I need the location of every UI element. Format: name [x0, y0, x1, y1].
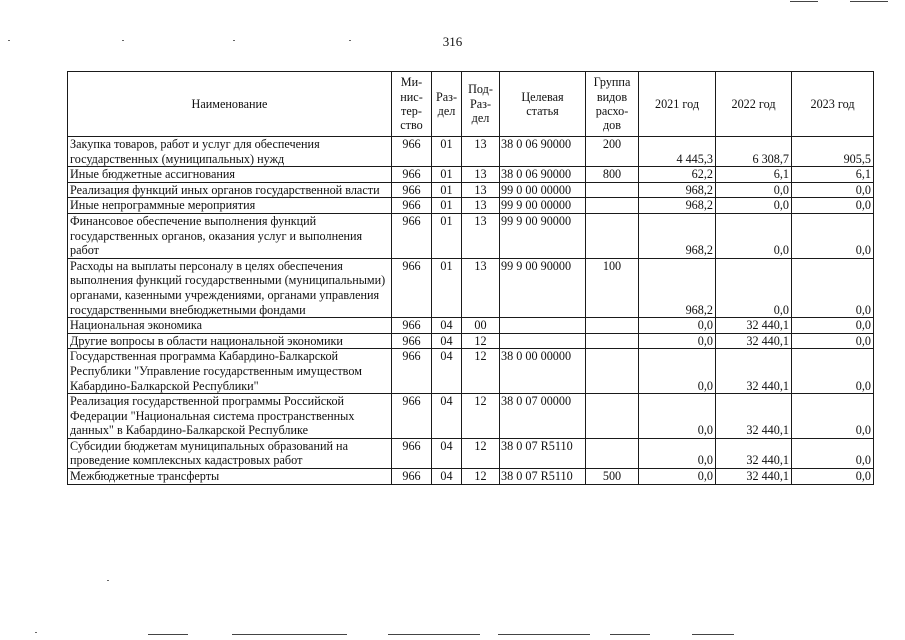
cell-2023: 0,0: [792, 438, 874, 468]
table-row: [68, 258, 874, 317]
cell-name: Финансовое обеспечение выполнения функций государственных органов, оказания услуг и выполнения работ: [68, 213, 392, 258]
cell-2021: 0,0: [639, 469, 716, 485]
cell-group: [586, 198, 639, 214]
cell-group: [586, 349, 639, 394]
cell-name: Межбюджетные трансферты: [68, 469, 392, 485]
cell-ministry: 966: [392, 198, 432, 214]
cell-subsection: 12: [462, 394, 500, 439]
table-body: [68, 137, 874, 485]
header-2022: 2022 год: [716, 72, 792, 137]
cell-subsection: 13: [462, 213, 500, 258]
cell-article: 38 0 06 90000: [500, 167, 586, 183]
cell-article: 38 0 07 R5110: [500, 469, 586, 485]
bottom-mark: [498, 634, 590, 635]
table-row: [68, 318, 874, 334]
cell-group: [586, 213, 639, 258]
cell-subsection: 13: [462, 258, 500, 317]
cell-group: 100: [586, 258, 639, 317]
cell-name: Другие вопросы в области национальной экономики: [68, 333, 392, 349]
cell-ministry: 966: [392, 213, 432, 258]
cell-group: 800: [586, 167, 639, 183]
cell-ministry: 966: [392, 349, 432, 394]
cell-2021: 968,2: [639, 213, 716, 258]
cell-subsection: 12: [462, 469, 500, 485]
cell-group: [586, 333, 639, 349]
cell-subsection: 13: [462, 167, 500, 183]
cell-2023: 0,0: [792, 333, 874, 349]
cell-2023: 0,0: [792, 349, 874, 394]
cell-2022: 6,1: [716, 167, 792, 183]
cell-group: [586, 394, 639, 439]
cell-article: 99 9 00 00000: [500, 198, 586, 214]
cell-article: 99 9 00 90000: [500, 258, 586, 317]
cell-2022: 32 440,1: [716, 469, 792, 485]
cell-2021: 0,0: [639, 394, 716, 439]
cell-2023: 0,0: [792, 258, 874, 317]
cell-2021: 0,0: [639, 333, 716, 349]
cell-name: Государственная программа Кабардино-Балкарской Республики "Управление государственным имуществом Кабардино-Балкарской Республики": [68, 349, 392, 394]
cell-2023: 6,1: [792, 167, 874, 183]
table-row: [68, 394, 874, 439]
cell-section: 01: [432, 167, 462, 183]
table-row: [68, 469, 874, 485]
bottom-mark: [692, 634, 734, 635]
header-row: [68, 72, 874, 137]
header-subsection: Под- Раз- дел: [462, 72, 500, 137]
cell-ministry: 966: [392, 258, 432, 317]
cell-2022: 0,0: [716, 213, 792, 258]
cell-section: 01: [432, 198, 462, 214]
table-row: [68, 137, 874, 167]
cell-2022: 0,0: [716, 182, 792, 198]
cell-subsection: 12: [462, 333, 500, 349]
cell-2022: 32 440,1: [716, 349, 792, 394]
cell-group: [586, 182, 639, 198]
table-row: [68, 349, 874, 394]
page-number: 316: [442, 34, 463, 49]
cell-name: Закупка товаров, работ и услуг для обеспечения государственных (муниципальных) нужд: [68, 137, 392, 167]
bottom-mark: [232, 634, 347, 635]
cell-2021: 0,0: [639, 438, 716, 468]
cell-group: 200: [586, 137, 639, 167]
cell-article: 38 0 07 00000: [500, 394, 586, 439]
cell-ministry: 966: [392, 167, 432, 183]
cell-2021: 968,2: [639, 182, 716, 198]
cell-2023: 0,0: [792, 318, 874, 334]
cell-2023: 905,5: [792, 137, 874, 167]
cell-2023: 0,0: [792, 182, 874, 198]
cell-article: 99 0 00 00000: [500, 182, 586, 198]
header-2021: 2021 год: [639, 72, 716, 137]
top-right-mark: [790, 1, 818, 2]
cell-name: Реализация функций иных органов государственной власти: [68, 182, 392, 198]
cell-2022: 32 440,1: [716, 438, 792, 468]
cell-2022: 6 308,7: [716, 137, 792, 167]
cell-name: Иные бюджетные ассигнования: [68, 167, 392, 183]
table-row: [68, 198, 874, 214]
cell-2023: 0,0: [792, 198, 874, 214]
header-name: Наименование: [68, 72, 392, 137]
cell-subsection: 12: [462, 438, 500, 468]
cell-2021: 4 445,3: [639, 137, 716, 167]
header-group: Группа видов расхо- дов: [586, 72, 639, 137]
cell-2022: 32 440,1: [716, 394, 792, 439]
cell-2021: 968,2: [639, 258, 716, 317]
cell-ministry: 966: [392, 182, 432, 198]
cell-ministry: 966: [392, 318, 432, 334]
cell-subsection: 13: [462, 137, 500, 167]
cell-name: Реализация государственной программы Российской Федерации "Национальная система пространственных данных" в Кабардино-Балкарской Республике: [68, 394, 392, 439]
cell-2023: 0,0: [792, 213, 874, 258]
cell-section: 04: [432, 333, 462, 349]
cell-section: 01: [432, 258, 462, 317]
cell-group: [586, 318, 639, 334]
cell-subsection: 13: [462, 198, 500, 214]
table-row: [68, 213, 874, 258]
cell-section: 04: [432, 469, 462, 485]
cell-section: 04: [432, 438, 462, 468]
cell-2021: 0,0: [639, 318, 716, 334]
cell-2023: 0,0: [792, 469, 874, 485]
cell-2021: 62,2: [639, 167, 716, 183]
cell-name: Национальная экономика: [68, 318, 392, 334]
cell-2021: 968,2: [639, 198, 716, 214]
table-row: [68, 167, 874, 183]
cell-section: 04: [432, 318, 462, 334]
cell-ministry: 966: [392, 394, 432, 439]
cell-section: 01: [432, 213, 462, 258]
header-2023: 2023 год: [792, 72, 874, 137]
bottom-mark: [610, 634, 650, 635]
cell-2021: 0,0: [639, 349, 716, 394]
cell-subsection: 13: [462, 182, 500, 198]
cell-name: Иные непрограммные мероприятия: [68, 198, 392, 214]
budget-table: [67, 71, 874, 485]
cell-section: 01: [432, 137, 462, 167]
bottom-mark: [148, 634, 188, 635]
cell-article: 38 0 06 90000: [500, 137, 586, 167]
cell-name: Расходы на выплаты персоналу в целях обеспечения выполнения функций государственными (муниципальными) органами, казенными учреждениями, органами управления государственными внебюджетными фондами: [68, 258, 392, 317]
cell-section: 04: [432, 394, 462, 439]
header-article: Целевая статья: [500, 72, 586, 137]
cell-article: [500, 318, 586, 334]
cell-article: [500, 333, 586, 349]
bottom-mark: [388, 634, 480, 635]
cell-2022: 0,0: [716, 258, 792, 317]
cell-ministry: 966: [392, 333, 432, 349]
cell-ministry: 966: [392, 137, 432, 167]
header-section: Раз- дел: [432, 72, 462, 137]
cell-subsection: 00: [462, 318, 500, 334]
cell-ministry: 966: [392, 438, 432, 468]
cell-2022: 32 440,1: [716, 333, 792, 349]
cell-2022: 0,0: [716, 198, 792, 214]
cell-group: 500: [586, 469, 639, 485]
cell-name: Субсидии бюджетам муниципальных образований на проведение комплексных кадастровых работ: [68, 438, 392, 468]
table-row: [68, 438, 874, 468]
table-row: [68, 182, 874, 198]
cell-section: 01: [432, 182, 462, 198]
cell-2022: 32 440,1: [716, 318, 792, 334]
cell-ministry: 966: [392, 469, 432, 485]
table-row: [68, 333, 874, 349]
cell-group: [586, 438, 639, 468]
cell-section: 04: [432, 349, 462, 394]
cell-article: 38 0 00 00000: [500, 349, 586, 394]
table-header: [68, 72, 874, 137]
cell-subsection: 12: [462, 349, 500, 394]
top-right-mark: [850, 1, 888, 2]
cell-article: 38 0 07 R5110: [500, 438, 586, 468]
cell-article: 99 9 00 90000: [500, 213, 586, 258]
cell-2023: 0,0: [792, 394, 874, 439]
header-ministry: Ми- нис- тер- ство: [392, 72, 432, 137]
